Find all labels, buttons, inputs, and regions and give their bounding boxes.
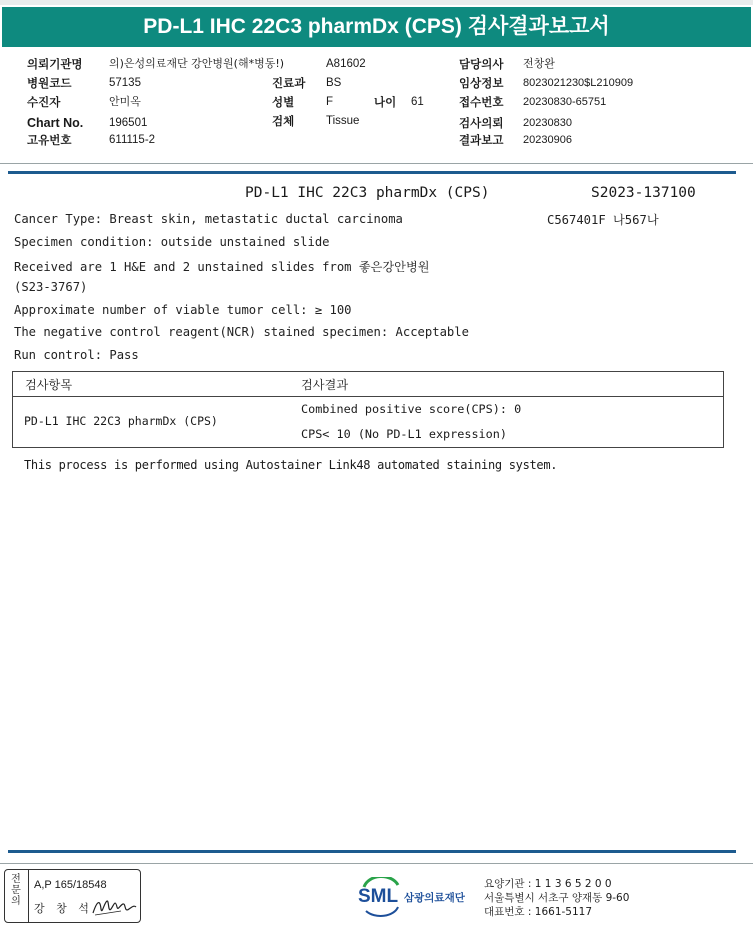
result-line: The negative control reagent(NCR) stained specimen: Acceptable	[14, 325, 469, 339]
result-top-rule	[8, 171, 736, 174]
result-line: Cancer Type: Breast skin, metastatic ductal carcinoma	[14, 212, 403, 226]
sign-box-divider	[28, 870, 29, 922]
header-divider	[0, 163, 753, 164]
footer-divider	[0, 863, 753, 864]
hospital-code-value: 57135	[109, 77, 141, 89]
table-cell-item: PD-L1 IHC 22C3 pharmDx (CPS)	[24, 414, 218, 428]
receipt-no-value: 20230830-65751	[523, 96, 607, 108]
report-title: PD-L1 IHC 22C3 pharmDx (CPS) 검사결과보고서	[2, 7, 751, 47]
sml-logo	[358, 877, 480, 917]
institution-label: 의뢰기관명	[27, 57, 83, 71]
signature-icon	[91, 895, 137, 919]
specimen-value: Tissue	[326, 115, 360, 127]
result-line: Received are 1 H&E and 2 unstained slides from 좋은강안병원	[14, 260, 430, 274]
doctor-label: 담당의사	[459, 57, 504, 71]
address: 서울특별시 서초구 양재동 9-60	[484, 892, 630, 904]
result-line: Specimen condition: outside unstained slide	[14, 235, 330, 249]
report-date-value: 20230906	[523, 134, 572, 146]
clinical-info-label: 임상정보	[459, 76, 504, 90]
receipt-no-label: 접수번호	[459, 95, 504, 109]
top-border	[0, 0, 753, 5]
sml-org-name: 삼광의료재단	[404, 892, 465, 904]
specialist-vertical-label: 전문의	[11, 874, 21, 907]
clinical-info-value: 8023021230$L210909	[523, 77, 634, 89]
block-id: C567401F 나567나	[547, 213, 659, 227]
doctor-value: 전창완	[523, 57, 555, 70]
patient-value: 안미옥	[109, 95, 141, 108]
process-note: This process is performed using Autostainer Link48 automated staining system.	[24, 458, 558, 472]
institution-code: A81602	[326, 58, 366, 70]
age-value: 61	[411, 96, 424, 108]
table-cell-result-cps: Combined positive score(CPS): 0	[301, 402, 522, 416]
institution-value: 의)은성의료재단 강안병원(해*병동!)	[109, 57, 285, 70]
table-cell-result-interpretation: CPS< 10 (No PD-L1 expression)	[301, 427, 507, 441]
dept-value: BS	[326, 77, 342, 89]
table-header-divider	[13, 396, 723, 397]
chart-no-label: Chart No.	[27, 116, 84, 130]
chart-no-value: 196501	[109, 117, 148, 129]
sex-value: F	[326, 96, 334, 108]
result-line: Approximate number of viable tumor cell: ≥ 100	[14, 303, 352, 317]
unique-no-label: 고유번호	[27, 133, 72, 147]
table-header-result: 검사결과	[301, 378, 349, 392]
table-header-item: 검사항목	[25, 378, 73, 392]
patient-label: 수진자	[27, 95, 61, 109]
request-date-label: 검사의뢰	[459, 116, 504, 130]
result-line: Run control: Pass	[14, 348, 139, 362]
hospital-code-label: 병원코드	[27, 76, 72, 90]
specimen-label: 검체	[272, 114, 295, 128]
result-line: (S23-3767)	[14, 280, 88, 294]
pathologist-name: 강 창 석	[34, 902, 93, 915]
footer-top-rule	[8, 850, 736, 853]
unique-no-value: 611115-2	[109, 134, 156, 146]
pathologist-sign-box	[4, 869, 141, 923]
case-number: S2023-137100	[591, 185, 696, 201]
sml-logo-text: SML	[358, 886, 399, 907]
pathologist-license: A,P 165/18548	[34, 879, 107, 891]
request-date-value: 20230830	[523, 117, 572, 129]
institution-number: 요양기관 : 1 1 3 6 5 2 0 0	[484, 878, 612, 890]
report-date-label: 결과보고	[459, 133, 504, 147]
dept-label: 진료과	[272, 76, 306, 90]
age-label: 나이	[374, 95, 397, 109]
result-test-name: PD-L1 IHC 22C3 pharmDx (CPS)	[245, 185, 490, 201]
sex-label: 성별	[272, 95, 295, 109]
main-phone: 대표번호 : 1661-5117	[484, 906, 593, 918]
result-table	[12, 371, 724, 448]
